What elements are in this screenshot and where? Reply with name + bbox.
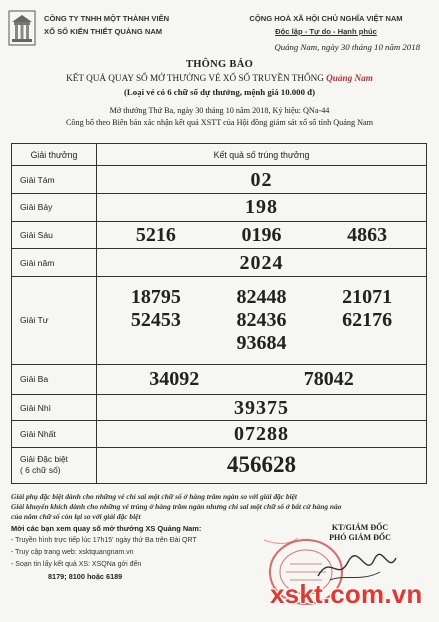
winning-number: 93684: [236, 331, 287, 354]
winning-number: 5216: [135, 223, 176, 246]
ticket-note: (Loại vé có 6 chữ số dự thưởng, mệnh giá 10.000 đ): [123, 87, 316, 97]
prize-name-special-sub: ( 6 chữ số): [20, 465, 61, 476]
winning-number: 198: [245, 196, 278, 219]
results-table: [11, 143, 427, 484]
prize-numbers: [97, 221, 427, 249]
table-row: [12, 276, 427, 364]
company-line-2: XỔ SỐ KIẾN THIẾT QUẢNG NAM: [44, 27, 163, 36]
prize-name: Giải Tám: [12, 166, 97, 194]
watch-option-web: - Truy cập trang web: xsktquangnam.vn: [11, 549, 134, 556]
winning-number: 82436: [236, 308, 287, 331]
winning-number: 21071: [342, 285, 393, 308]
prize-numbers: [97, 193, 427, 221]
winning-number: 18795: [130, 285, 181, 308]
notice-subtitle: [0, 73, 439, 83]
signer-title-1: KT/GIÁM ĐỐC: [331, 523, 389, 532]
draw-info: Mở thưởng Thứ Ba, ngày 30 tháng 10 năm 2018, Ký hiệu: QNa-44: [109, 106, 330, 115]
prize-name: Giải Ba: [12, 365, 97, 395]
sms-numbers: 8179; 8100 hoặc 6189: [48, 572, 123, 581]
prize-numbers: [97, 365, 427, 395]
site-watermark: xskt.com.vn: [270, 579, 423, 609]
winning-number: 62176: [342, 308, 393, 331]
prize-numbers: [97, 249, 427, 277]
winning-number: 39375: [234, 396, 289, 419]
table-row: [12, 166, 427, 194]
prize-numbers: [97, 166, 427, 194]
table-row: [12, 221, 427, 249]
prize-numbers: [97, 447, 427, 483]
header-prize: Giải thưởng: [12, 144, 97, 166]
winning-number: 456628: [227, 452, 296, 478]
winning-number: 52453: [130, 308, 181, 331]
company-logo-icon: [8, 10, 36, 46]
winning-number: 78042: [303, 368, 354, 391]
table-row: [12, 193, 427, 221]
winning-number: 34092: [149, 368, 200, 391]
prize-numbers: [97, 276, 427, 364]
table-row: [12, 447, 427, 483]
table-row: [12, 394, 427, 421]
watch-option-tv: - Truyền hình trực tiếp lúc 17h15' ngày thứ Ba trên Đài QRT: [11, 537, 197, 544]
winning-number: 4863: [347, 223, 388, 246]
winning-number: 2024: [239, 251, 284, 274]
winning-number: 0196: [241, 223, 282, 246]
prize-name: Giải Nhì: [12, 394, 97, 421]
national-motto: Độc lập - Tự do - Hạnh phúc: [275, 27, 377, 36]
table-row: [12, 365, 427, 395]
signer-title-2: PHÓ GIÁM ĐỐC: [329, 533, 391, 542]
republic-name: CỘNG HOÀ XÃ HỘI CHỦ NGHĨA VIỆT NAM: [249, 14, 403, 23]
footer-note-3: của năm chữ số còn lại so với giải đặc biệt: [11, 512, 141, 521]
prize-name: Giải Sáu: [12, 221, 97, 249]
footer-note-2: Giải khuyến khích dành cho những vé trúng ở hàng trăm ngàn nhưng chỉ sai một chữ số ở bất cứ hàng nào: [11, 502, 342, 511]
footer-note-1: Giải phụ đặc biệt dành cho những vé chỉ sai một chữ số ở hàng trăm ngàn so với giải đặc biệt: [11, 492, 297, 501]
dateline: Quảng Nam, ngày 30 tháng 10 năm 2018: [274, 42, 420, 52]
watch-invite: Mời các bạn xem quay số mở thưởng XS Quảng Nam:: [11, 524, 202, 533]
table-row: [12, 421, 427, 448]
watch-option-sms: - Soạn tin lấy kết quả XS: XSQNa gởi đến: [11, 561, 142, 568]
winning-number: 02: [250, 168, 273, 191]
notice-subtitle-text: KẾT QUẢ QUAY SỐ MỞ THƯỞNG VÉ XỔ SỐ TRUYỀN THỐNG: [66, 73, 324, 83]
prize-numbers: [97, 394, 427, 421]
company-line-1: CÔNG TY TNHH MỘT THÀNH VIÊN: [44, 14, 170, 23]
prize-name: Giải năm: [12, 249, 97, 277]
winning-number: 82448: [236, 285, 287, 308]
prize-name: Giải Nhất: [12, 421, 97, 448]
prize-name: Giải Bảy: [12, 193, 97, 221]
notice-brand: Quảng Nam: [326, 73, 373, 83]
prize-name-special: Giải Đặc biệt: [20, 454, 68, 465]
notice-title: THÔNG BÁO: [185, 59, 254, 70]
prize-numbers: [97, 421, 427, 448]
winning-number: 07288: [234, 423, 289, 446]
prize-name: [12, 447, 97, 483]
company-name: [44, 12, 194, 38]
header-result: Kết quả số trúng thưởng: [97, 144, 427, 166]
table-row: [12, 249, 427, 277]
prize-name: Giải Tư: [12, 276, 97, 364]
announcement: Công bố theo Biên bản xác nhận kết quả XSTT của Hội đồng giám sát xổ số tỉnh Quảng Nam: [65, 118, 374, 127]
republic-heading: [218, 12, 434, 38]
